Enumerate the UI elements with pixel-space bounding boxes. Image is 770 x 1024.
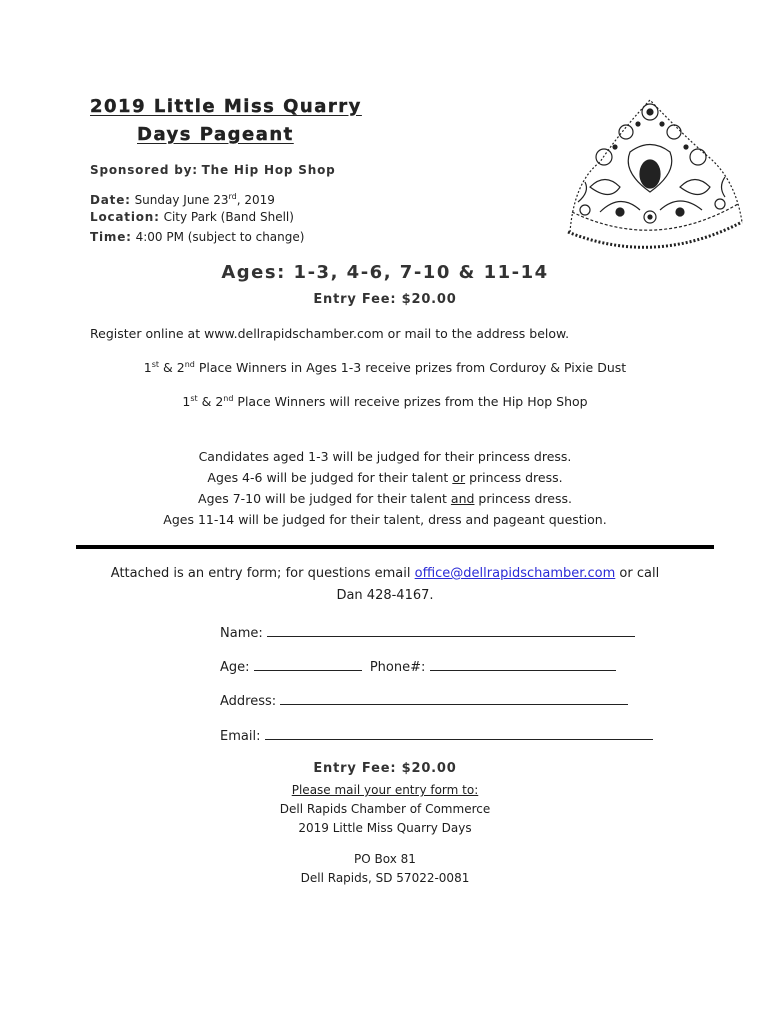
phone-label: Phone#: (369, 660, 426, 675)
prize-line-1: 1st & 2nd Place Winners in Ages 1-3 receive prizes from Corduroy & Pixie Dust (143, 360, 627, 375)
age-label: Age: (220, 660, 250, 675)
title-line-2: Days Pageant (137, 124, 294, 145)
title-line-1: 2019 Little Miss Quarry (90, 96, 362, 117)
email-link[interactable]: office@dellrapidschamber.com (414, 566, 616, 581)
sponsored-value: The Hip Hop Shop (201, 163, 336, 177)
contact-line: Dan 428-4167. (336, 588, 434, 603)
age-phone-row (220, 656, 616, 675)
judging-line-3: Ages 7-10 will be judged for their talent and princess dress. (198, 491, 572, 506)
entry-fee-bottom: Entry Fee: $20.00 (313, 761, 457, 776)
city-state-zip: Dell Rapids, SD 57022-0081 (300, 871, 470, 885)
tiara-icon (560, 92, 750, 264)
attached-line: Attached is an entry form; for questions email office@dellrapidschamber.com or call (110, 566, 660, 581)
location-label: Location: (90, 210, 160, 224)
mail-instructions: Please mail your entry form to: (291, 783, 479, 797)
address-field[interactable] (220, 690, 628, 709)
date-line (90, 193, 275, 207)
po-box: PO Box 81 (354, 852, 416, 866)
phone-line[interactable] (430, 656, 616, 671)
ages-heading: Ages: 1-3, 4-6, 7-10 & 11-14 (221, 262, 549, 283)
judging-line-1: Candidates aged 1-3 will be judged for their princess dress. (198, 449, 572, 464)
judging-line-4: Ages 11-14 will be judged for their talent, dress and pageant question. (163, 512, 607, 527)
time-line (90, 230, 304, 244)
address-line-1: Dell Rapids Chamber of Commerce (279, 802, 491, 816)
age-line[interactable] (254, 656, 362, 671)
name-line[interactable] (267, 622, 635, 637)
time-label: Time: (90, 230, 132, 244)
sponsored-line (90, 163, 336, 177)
address-line-2: 2019 Little Miss Quarry Days (298, 821, 472, 835)
location-value: City Park (Band Shell) (163, 210, 294, 224)
email-label: Email: (220, 729, 261, 744)
address-line[interactable] (280, 690, 628, 705)
email-field[interactable] (220, 725, 653, 744)
sponsored-label: Sponsored by: (90, 163, 198, 177)
address-label: Address: (220, 694, 277, 709)
divider-rule (76, 545, 714, 549)
location-line (90, 210, 294, 224)
name-label: Name: (220, 626, 263, 641)
email-line[interactable] (265, 725, 653, 740)
name-field[interactable] (220, 622, 635, 641)
date-value: Sunday June 23rd, 2019 (134, 192, 275, 207)
prize-line-2: 1st & 2nd Place Winners will receive prizes from the Hip Hop Shop (182, 394, 588, 409)
date-label: Date: (90, 193, 131, 207)
time-value: 4:00 PM (subject to change) (135, 230, 305, 244)
entry-fee: Entry Fee: $20.00 (313, 292, 457, 307)
judging-line-2: Ages 4-6 will be judged for their talent or princess dress. (207, 470, 563, 485)
register-text: Register online at www.dellrapidschamber.com or mail to the address below. (90, 326, 570, 341)
